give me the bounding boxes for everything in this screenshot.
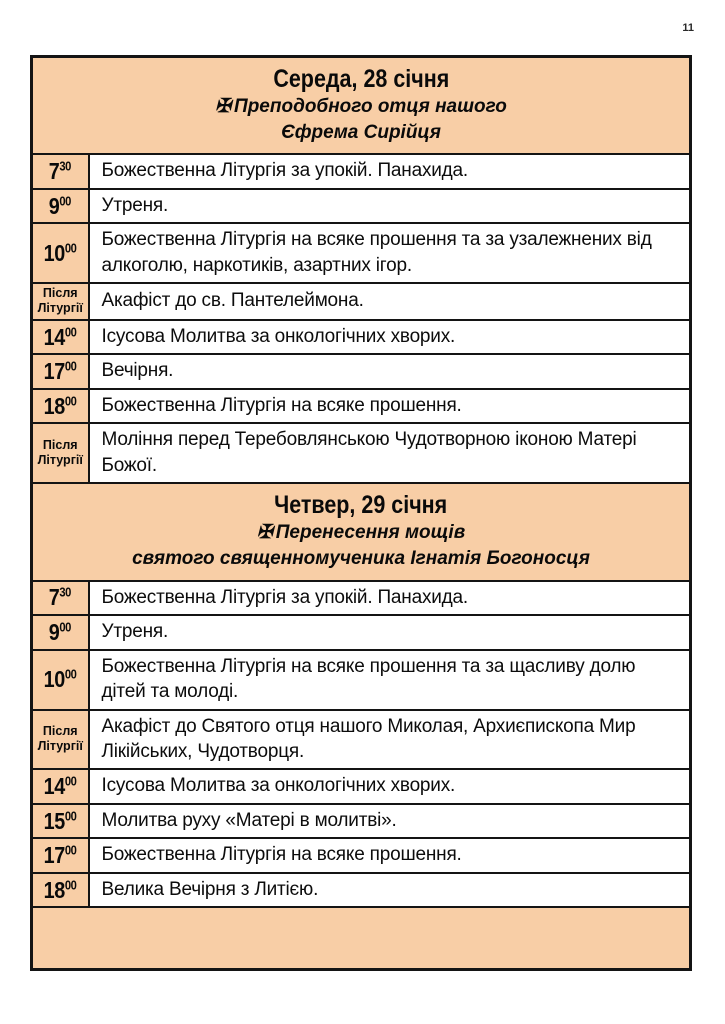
- time-cell: [32, 189, 89, 223]
- table-row: [32, 907, 691, 970]
- day-subtitle-text: Перенесення мощів: [275, 522, 466, 544]
- time-cell: [32, 804, 89, 838]
- day-header-thursday: [32, 483, 691, 580]
- time-cell: [32, 838, 89, 872]
- time-cell: [32, 581, 89, 615]
- time-minutes: 00: [65, 842, 77, 858]
- service-description: Божественна Літургія на всяке прошення.: [89, 838, 691, 872]
- table-row: [32, 389, 691, 423]
- table-row: [32, 838, 691, 872]
- table-row: [32, 650, 691, 710]
- time-cell: [32, 354, 89, 388]
- table-row: [32, 710, 691, 770]
- liturgical-schedule-table: [30, 55, 692, 971]
- day-subtitle-text: Єфрема Сирійця: [281, 122, 441, 144]
- table-row: [32, 873, 691, 907]
- day-title-text: Четвер, 29 січня: [274, 491, 448, 520]
- table-row: [32, 223, 691, 283]
- day-subtitle-text: Преподобного отця нашого: [234, 96, 507, 117]
- table-row: [32, 354, 691, 388]
- day-title-text: Середа, 28 січня: [273, 65, 449, 93]
- day-header-row: [32, 57, 691, 155]
- time-hour: 10: [43, 666, 66, 693]
- time-minutes: 00: [65, 358, 77, 374]
- table-row: [32, 423, 691, 483]
- service-description: Божественна Літургія за упокій. Панахида.: [89, 581, 691, 615]
- time-minutes: 00: [65, 392, 77, 408]
- time-minutes: 00: [59, 192, 72, 208]
- time-cell: [32, 650, 89, 710]
- time-hour: 18: [43, 876, 66, 903]
- empty-footer-band: [32, 907, 691, 970]
- service-description: Утреня.: [89, 615, 691, 649]
- table-row: [32, 581, 691, 615]
- service-description: Утреня.: [89, 189, 691, 223]
- table-row: [32, 283, 691, 320]
- service-description: Ісусова Молитва за онкологічних хворих.: [89, 320, 691, 354]
- service-description: Божественна Літургія на всяке прошення та за узалежнених від алкоголю, наркотиків, азартних ігор.: [89, 223, 691, 283]
- time-minutes: 00: [65, 807, 77, 823]
- table-row: [32, 769, 691, 803]
- after-liturgy-label: Після Літургії: [37, 286, 83, 315]
- time-cell: [32, 389, 89, 423]
- day-title: [41, 64, 681, 94]
- table-row: [32, 189, 691, 223]
- service-description: Ісусова Молитва за онкологічних хворих.: [89, 769, 691, 803]
- service-description: Молитва руху «Матері в молитві».: [89, 804, 691, 838]
- day-subtitle-line: [41, 546, 681, 572]
- time-hour: 10: [43, 239, 66, 266]
- time-minutes: 00: [65, 773, 77, 789]
- service-description: Акафіст до Святого отця нашого Миколая, Архиєпископа Мир Лікійських, Чудотворця.: [89, 710, 691, 770]
- day-subtitle-line: [41, 520, 681, 546]
- service-description: Божественна Літургія за упокій. Панахида.: [89, 154, 691, 188]
- time-hour: 18: [43, 392, 66, 419]
- time-cell: [32, 769, 89, 803]
- time-hour: 7: [49, 158, 60, 185]
- time-hour: 7: [49, 584, 60, 611]
- time-cell: [32, 320, 89, 354]
- table-row: [32, 154, 691, 188]
- time-hour: 17: [43, 358, 66, 385]
- service-description: Велика Вечірня з Литією.: [89, 873, 691, 907]
- time-cell: [32, 615, 89, 649]
- table-row: [32, 320, 691, 354]
- time-minutes: 30: [59, 584, 72, 600]
- time-minutes: 00: [59, 619, 72, 635]
- service-description: Вечірня.: [89, 354, 691, 388]
- day-header-row: [32, 483, 691, 580]
- day-subtitle-line: [41, 94, 681, 120]
- time-hour: 15: [43, 807, 66, 834]
- day-subtitle-text: святого священномученика Ігнатія Богоносця: [132, 548, 590, 570]
- time-minutes: 00: [65, 324, 77, 340]
- time-cell: [32, 423, 89, 483]
- day-title: [41, 490, 681, 520]
- after-liturgy-label: Після Літургії: [37, 724, 83, 753]
- service-description: Акафіст до св. Пантелеймона.: [89, 283, 691, 320]
- service-description: Божественна Літургія на всяке прошення.: [89, 389, 691, 423]
- time-minutes: 00: [65, 666, 77, 682]
- cross-icon: ✠: [215, 96, 232, 117]
- time-minutes: 30: [59, 158, 72, 174]
- time-hour: 9: [49, 618, 60, 645]
- time-cell: [32, 154, 89, 188]
- service-description: Божественна Літургія на всяке прошення та за щасливу долю дітей та молоді.: [89, 650, 691, 710]
- time-cell: [32, 710, 89, 770]
- time-hour: 14: [43, 773, 66, 800]
- time-cell: [32, 873, 89, 907]
- time-cell: [32, 283, 89, 320]
- time-hour: 17: [43, 842, 66, 869]
- table-row: [32, 615, 691, 649]
- time-minutes: 00: [65, 240, 77, 256]
- page-number: 11: [682, 22, 694, 34]
- time-hour: 9: [49, 192, 60, 219]
- time-minutes: 00: [65, 876, 77, 892]
- table-row: [32, 804, 691, 838]
- service-description: Моління перед Теребовлянською Чудотворною іконою Матері Божої.: [89, 423, 691, 483]
- cross-icon: ✠: [256, 522, 273, 544]
- time-hour: 14: [43, 323, 66, 350]
- day-header-wednesday: [32, 57, 691, 155]
- after-liturgy-label: Після Літургії: [37, 437, 83, 467]
- day-subtitle-line: [41, 120, 681, 146]
- time-cell: [32, 223, 89, 283]
